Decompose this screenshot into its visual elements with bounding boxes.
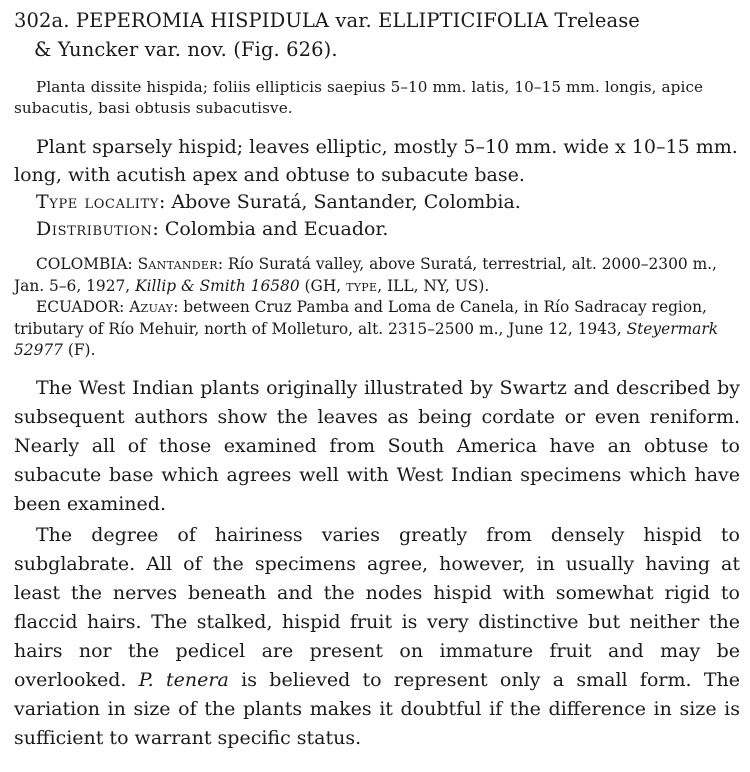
latin-description: Planta dissite hispida; foliis ellipticis saepius 5–10 mm. latis, 10–15 mm. longis, apice subacutis, basi obtusis subacutisve.	[14, 78, 704, 117]
distribution	[14, 216, 740, 243]
species-reference: P. tenera	[138, 668, 229, 691]
type-locality	[14, 189, 740, 216]
specimen-locality: : between Cruz Pamba and Loma de Canela, in Río Sadracay region, tributary of Río Mehuir, north of Molleturo, alt. 2315–2500 m., June 12, 1943,	[14, 298, 707, 338]
document-page	[14, 6, 740, 753]
distribution-value: : Colombia and Ecuador.	[152, 218, 389, 240]
discussion-paragraph-2	[14, 521, 740, 753]
species-title-line2: & Yuncker var. nov. (Fig. 626).	[34, 38, 338, 61]
specimen-herbaria: (GH,	[304, 276, 342, 295]
specimen-herbaria: (F).	[67, 341, 96, 359]
species-number: 302a.	[14, 9, 70, 32]
species-heading	[14, 6, 740, 64]
english-description: Plant sparsely hispid; leaves elliptic, mostly 5–10 mm. wide x 10–15 mm. long, with acutish apex and obtuse to subacute base.	[14, 136, 738, 186]
specimens-cited	[14, 254, 740, 362]
specimen-country: ECUADOR:	[36, 298, 125, 316]
type-locality-label: Type locality	[36, 191, 159, 213]
specimen-type-label: type	[346, 276, 378, 295]
specimen-colombia	[14, 254, 740, 297]
specimen-collector: Killip & Smith 16580	[135, 276, 300, 295]
specimen-herbaria-rest: , ILL, NY, US).	[377, 276, 490, 295]
species-title-line1: PEPEROMIA HISPIDULA var. ELLIPTICIFOLIA Trelease	[75, 9, 640, 32]
specimen-region: Azuay	[129, 298, 174, 316]
type-locality-value: : Above Suratá, Santander, Colombia.	[158, 191, 521, 213]
specimen-country: COLOMBIA:	[36, 255, 133, 273]
discussion-paragraph-1: The West Indian plants originally illustrated by Swartz and described by subsequent authors show the leaves as being cordate or even reniform. Nearly all of those examined from South America have an obtuse to subacute base which agrees well with West Indian specimens which have been examined.	[14, 376, 740, 515]
specimen-region: Santander	[137, 255, 218, 273]
specimen-collector: Steyermark 52977	[14, 319, 719, 359]
specimen-locality: : Río Suratá valley, above Suratá, terrestrial, alt. 2000–2300 m., Jan. 5–6, 1927,	[14, 255, 717, 295]
specimen-ecuador	[14, 297, 740, 362]
discussion-text-b: is believed to represent only a small form. The variation in size of the plants makes it doubtful if the difference in size is sufficient to warrant specific status.	[14, 668, 741, 749]
distribution-label: Distribution	[36, 218, 153, 240]
discussion-text-a: The degree of hairiness varies greatly from densely hispid to subglabrate. All of the specimens agree, however, in usually having at least the nerves beneath and the nodes hispid with somewhat rigid to flaccid hairs. The stalked, hispid fruit is very distinctive but neither the hairs nor the pedicel are present on immature fruit and may be overlooked.	[14, 523, 740, 691]
